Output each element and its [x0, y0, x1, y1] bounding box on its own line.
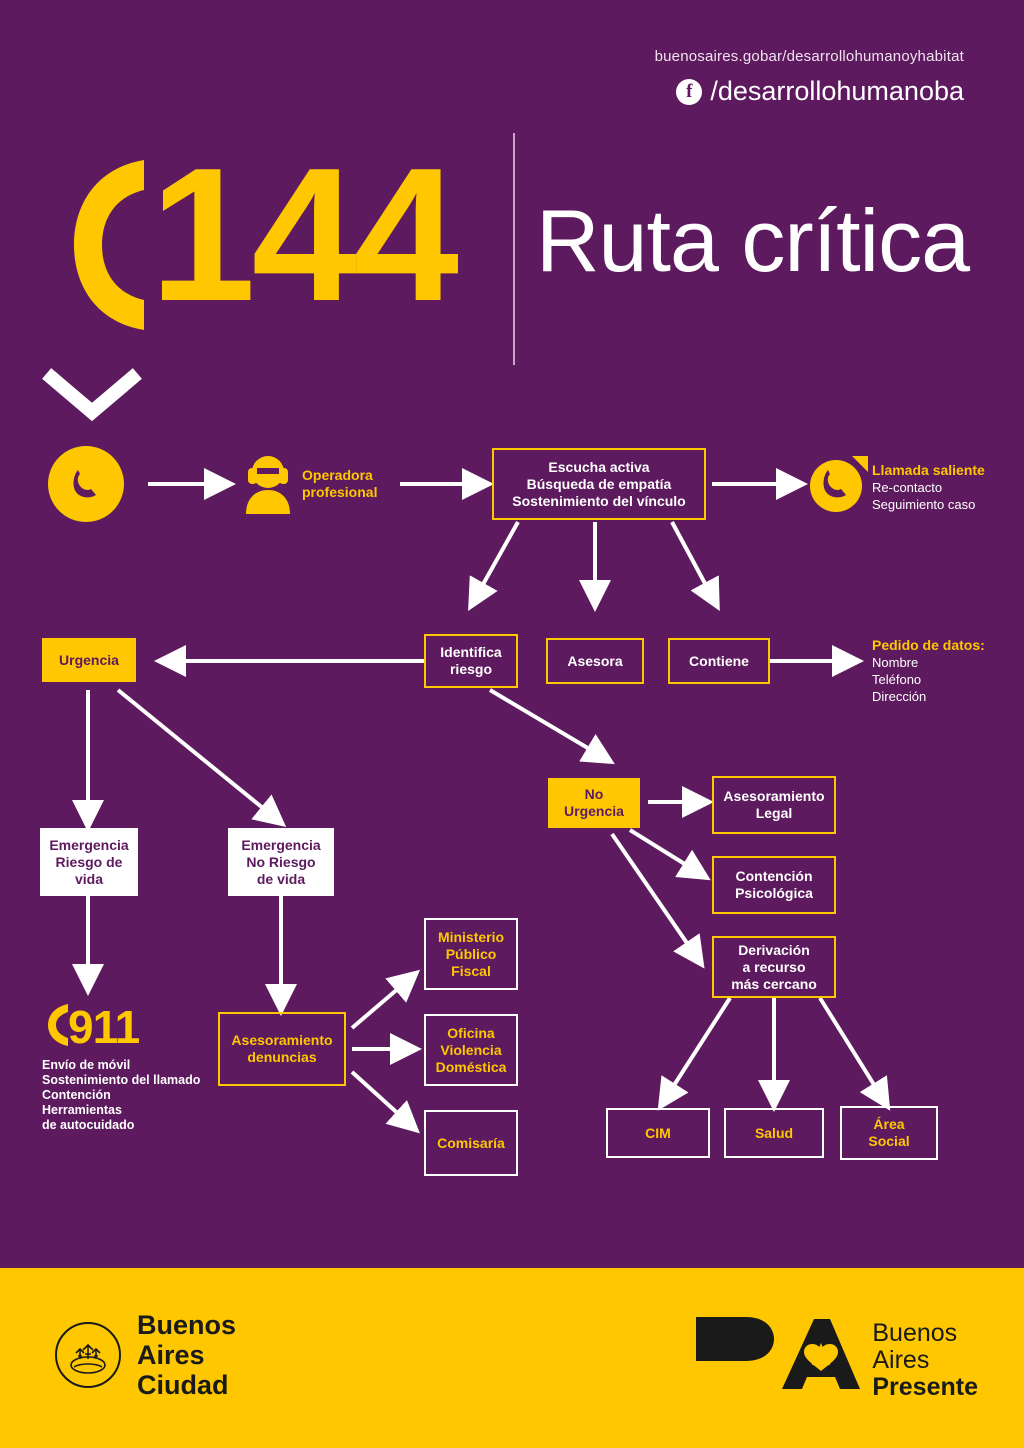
node-escucha-activa[interactable]: Escucha activa Búsqueda de empatía Sostenimiento del vínculo [492, 448, 706, 520]
buenos-aires-presente-text: Buenos Aires Presente [872, 1319, 978, 1401]
pedido-datos-title: Pedido de datos: [872, 637, 985, 653]
outgoing-call-label: Llamada saliente [872, 462, 985, 478]
outgoing-call-detail: Re-contacto Seguimiento caso [872, 480, 976, 512]
node-identifica-riesgo[interactable]: Identifica riesgo [424, 634, 518, 688]
website-url: buenosaires.gobar/desarrollohumanoyhabitat [654, 48, 964, 65]
page-title: Ruta crítica [536, 191, 970, 290]
emergency-number-911: 911 [68, 1001, 140, 1053]
buenos-aires-seal-icon [55, 1322, 121, 1388]
buenos-aires-presente-logo [690, 1305, 978, 1401]
node-ministerio-publico-fiscal[interactable]: Ministerio Público Fiscal [424, 918, 518, 990]
node-asesoramiento-denuncias[interactable]: Asesoramiento denuncias [218, 1012, 346, 1086]
node-no-urgencia[interactable]: No Urgencia [548, 778, 640, 828]
node-urgencia[interactable]: Urgencia [42, 638, 136, 682]
facebook-handle-text: /desarrollohumanoba [710, 76, 964, 106]
node-oficina-violencia-domestica[interactable]: Oficina Violencia Doméstica [424, 1014, 518, 1086]
facebook-handle [676, 76, 964, 107]
buenos-aires-ciudad-text: Buenos Aires Ciudad [137, 1310, 237, 1400]
phone-circle-icon [48, 446, 124, 522]
node-contiene[interactable]: Contiene [668, 638, 770, 684]
node-emergencia-riesgo-vida[interactable]: Emergencia Riesgo de vida [40, 828, 138, 896]
node-emergencia-no-riesgo-vida[interactable]: Emergencia No Riesgo de vida [228, 828, 334, 896]
node-derivacion-recurso[interactable]: Derivación a recurso más cercano [712, 936, 836, 998]
header-divider [513, 133, 515, 365]
ba-monogram-icon [690, 1305, 860, 1401]
phone-number-144: 144 [150, 129, 456, 341]
node-asesoramiento-legal[interactable]: Asesoramiento Legal [712, 776, 836, 834]
node-contencion-psicologica[interactable]: Contención Psicológica [712, 856, 836, 914]
n911-notes: Envío de móvil Sostenimiento del llamado Contención Herramientas de autocuidado [42, 1058, 201, 1132]
node-area-social[interactable]: Área Social [840, 1106, 938, 1160]
facebook-icon: f [676, 79, 702, 105]
node-cim[interactable]: CIM [606, 1108, 710, 1158]
operator-label: Operadora profesional [302, 467, 378, 500]
buenos-aires-ciudad-logo [55, 1310, 236, 1400]
pedido-datos-list: Nombre Teléfono Dirección [872, 655, 927, 704]
node-comisaria[interactable]: Comisaría [424, 1110, 518, 1176]
node-salud[interactable]: Salud [724, 1108, 824, 1158]
node-asesora[interactable]: Asesora [546, 638, 644, 684]
phone-outgoing-icon [808, 452, 868, 516]
operator-headset-icon [240, 452, 296, 514]
